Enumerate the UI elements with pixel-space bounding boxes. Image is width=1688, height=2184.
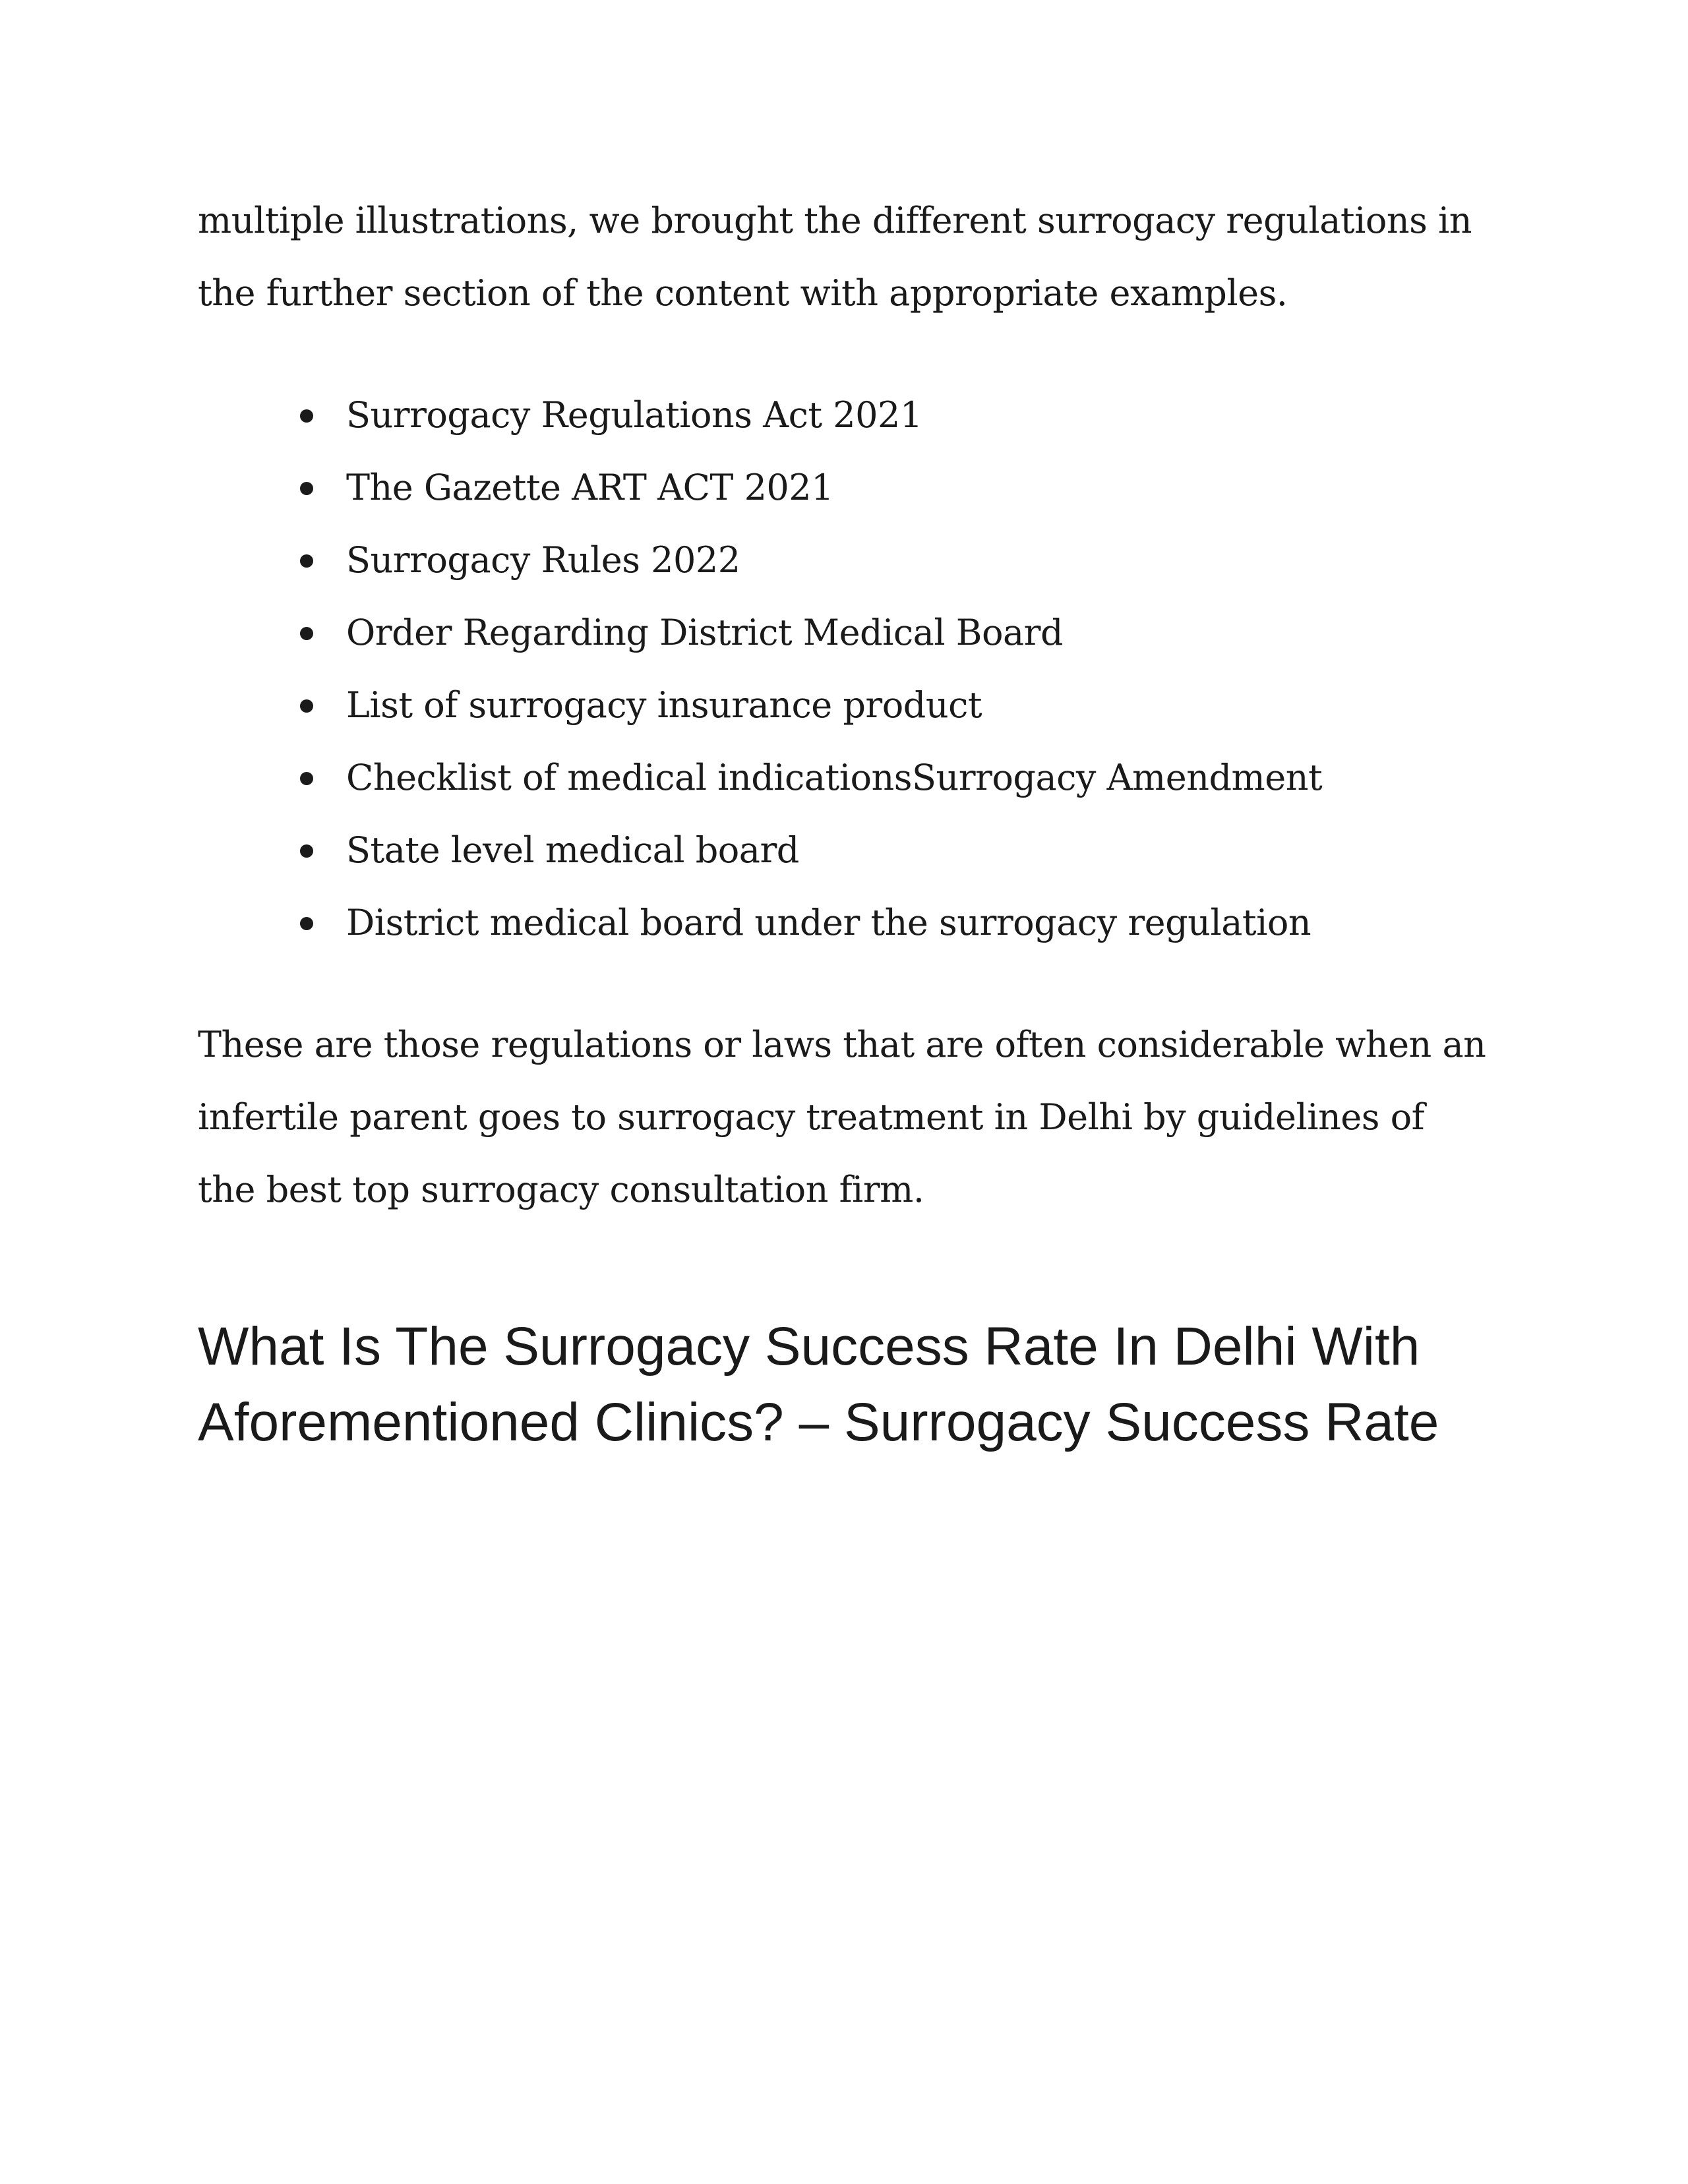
list-item (300, 597, 1490, 669)
intro-paragraph: multiple illustrations, we brought the different surrogacy regulations in the further section of the content with appropriate examples. (198, 200, 1472, 314)
document-body (198, 185, 1490, 1460)
section-heading: What Is The Surrogacy Success Rate In Delhi With Aforementioned Clinics? – Surrogacy Success Rate (198, 1316, 1439, 1452)
list-item-text: Checklist of medical indicationsSurrogacy Amendment (346, 757, 1323, 798)
list-item-text: District medical board under the surrogacy regulation (346, 902, 1311, 943)
list-item-text: Surrogacy Regulations Act 2021 (346, 394, 922, 436)
bullet-icon (300, 917, 313, 930)
bullet-icon (300, 409, 313, 423)
list-item-text: Order Regarding District Medical Board (346, 612, 1064, 653)
bullet-icon (300, 699, 313, 713)
list-item (300, 814, 1490, 887)
bullet-icon (300, 554, 313, 568)
list-item (300, 452, 1490, 524)
bullet-icon (300, 482, 313, 495)
bullet-icon (300, 627, 313, 640)
bullet-icon (300, 772, 313, 785)
list-item (300, 887, 1490, 959)
list-item (300, 524, 1490, 597)
list-item-text: Surrogacy Rules 2022 (346, 539, 740, 581)
regulations-list (198, 379, 1490, 959)
list-item (300, 742, 1490, 814)
list-item (300, 379, 1490, 452)
list-item-text: List of surrogacy insurance product (346, 684, 982, 726)
closing-paragraph: These are those regulations or laws that are often considerable when an infertile parent goes to surrogacy treatment in Delhi by guidelines of the best top surrogacy consultation firm. (198, 1024, 1486, 1210)
list-item-text: The Gazette ART ACT 2021 (346, 467, 833, 508)
list-item-text: State level medical board (346, 829, 799, 871)
list-item (300, 669, 1490, 742)
bullet-icon (300, 844, 313, 858)
